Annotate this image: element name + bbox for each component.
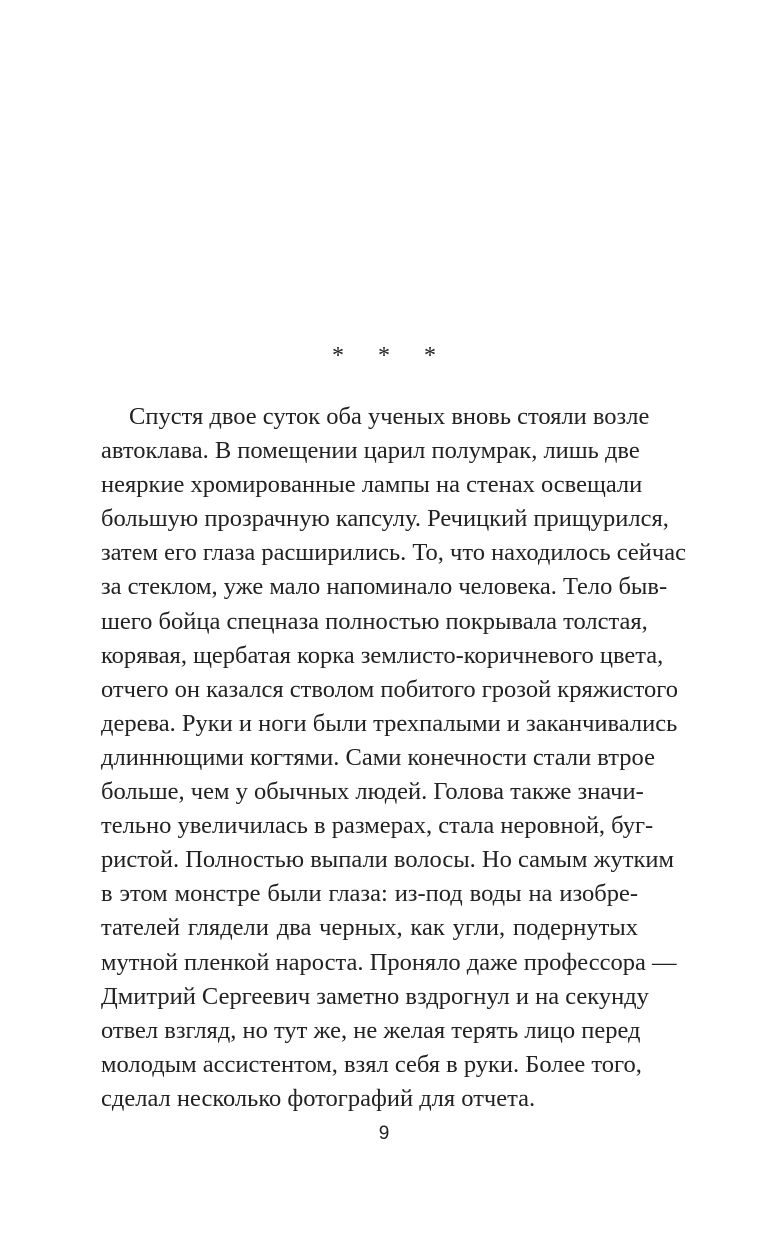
paragraph-line: ристой. Полностью выпали волосы. Но самым жутким (101, 846, 675, 874)
paragraph-line: шего бойца спецназа полностью покрывала толстая, (101, 607, 648, 635)
paragraph-line: большую прозрачную капсулу. Речицкий прищурился, (101, 505, 669, 533)
paragraph-line: Дмитрий Сергеевич заметно вздрогнул и на секунду (101, 982, 649, 1010)
paragraph-line: тателей глядели два черных, как угли, подернутых (101, 914, 638, 942)
paragraph-line: длиннющими когтями. Сами конечности стали втрое (101, 743, 655, 771)
paragraph-line: отчего он казался стволом побитого грозой кряжистого (101, 675, 678, 703)
body-paragraph (101, 400, 686, 1116)
page-number: 9 (378, 1123, 390, 1144)
paragraph-line: дерева. Руки и ноги были трехпалыми и заканчивались (101, 709, 678, 737)
paragraph-line: Спустя двое суток оба ученых вновь стояли возле (129, 403, 650, 430)
paragraph-line: корявая, щербатая корка землисто-коричневого цвета, (101, 641, 664, 669)
paragraph-line: молодым ассистентом, взял себя в руки. Более того, (101, 1050, 642, 1078)
paragraph-line: тельно увеличилась в размерах, стала неровной, буг- (101, 812, 654, 840)
paragraph-line: за стеклом, уже мало напоминало человека. Тело быв- (101, 573, 668, 601)
paragraph-line: затем его глаза расширились. То, что находилось сейчас (101, 539, 686, 567)
paragraph-line: неяркие хромированные лампы на стенах освещали (101, 471, 643, 499)
paragraph-line: больше, чем у обычных людей. Голова также значи- (101, 778, 644, 806)
section-separator: * * * (332, 343, 450, 369)
paragraph-line: в этом монстре были глаза: из-под воды на изобре- (101, 880, 638, 908)
paragraph-line: автоклава. В помещении царил полумрак, лишь две (101, 437, 640, 465)
paragraph-line: отвел взгляд, но тут же, не желая терять лицо перед (101, 1016, 641, 1044)
paragraph-line: мутной пленкой нароста. Проняло даже профессора — (101, 948, 677, 976)
paragraph-line: сделал несколько фотографий для отчета. (101, 1084, 536, 1112)
